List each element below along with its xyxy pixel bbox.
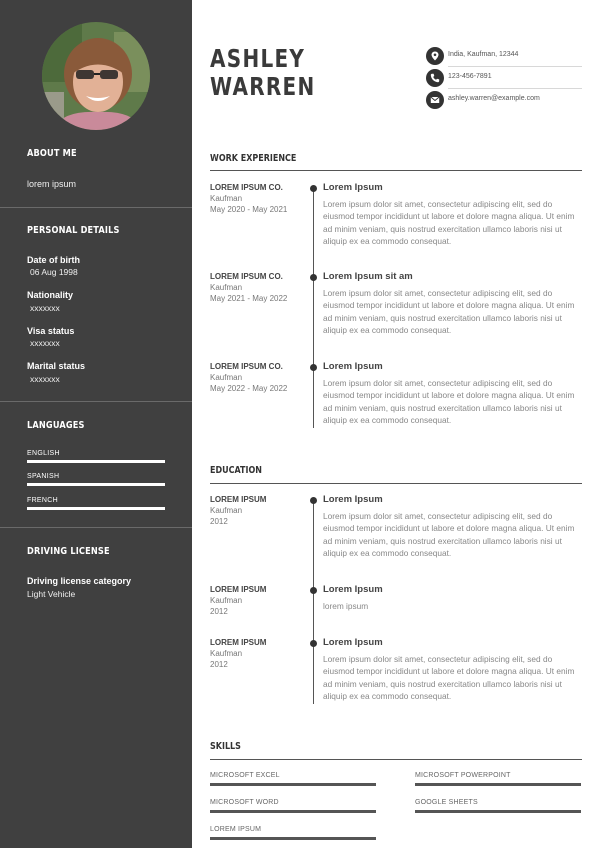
language-level-bar	[27, 483, 165, 486]
work-date: May 2020 - May 2021	[210, 205, 288, 214]
education-org: LOREM IPSUM	[210, 638, 267, 647]
timeline-dot	[310, 587, 317, 594]
section-divider	[210, 170, 582, 171]
work-entry-meta	[210, 362, 310, 393]
work-entry-meta	[210, 272, 310, 303]
skill-level-bar	[415, 783, 581, 786]
sidebar	[0, 0, 192, 848]
location-pin-icon	[426, 47, 444, 65]
timeline-dot	[310, 364, 317, 371]
education-entry-body	[323, 584, 583, 612]
sidebar-divider	[0, 207, 192, 208]
skill-level-fill	[210, 837, 376, 840]
work-place: Kaufman	[210, 194, 243, 203]
section-divider	[210, 759, 582, 760]
education-entry-meta	[210, 585, 310, 616]
education-date: 2012	[210, 517, 228, 526]
driving-license-value: Light Vehicle	[27, 589, 76, 599]
work-timeline	[313, 188, 314, 428]
education-date: 2012	[210, 660, 228, 669]
work-entry-meta	[210, 183, 310, 214]
skills-title: SKILLS	[210, 741, 241, 752]
work-desc: Lorem ipsum dolor sit amet, consectetur adipiscing elit, sed do eiusmod tempor incididunt ut labore et dolore magna aliqua. Ut enim ad minim veniam, quis nostrud exercitation ullamco laboris nisi ut aliquip ex ea commodo consequat.	[323, 199, 575, 247]
timeline-dot	[310, 497, 317, 504]
skill-level-bar	[210, 837, 376, 840]
last-name: WARREN	[210, 72, 316, 101]
work-title: Lorem Ipsum sit am	[323, 271, 413, 282]
education-place: Kaufman	[210, 649, 243, 658]
work-date: May 2021 - May 2022	[210, 294, 288, 303]
email-icon	[426, 91, 444, 109]
skill-level-bar	[210, 783, 376, 786]
work-experience-title: WORK EXPERIENCE	[210, 153, 297, 164]
skill-name: MICROSOFT EXCEL	[210, 772, 280, 779]
marital-value: xxxxxxx	[30, 374, 60, 384]
education-entry-meta	[210, 638, 310, 669]
dob-value: 06 Aug 1998	[30, 267, 78, 277]
visa-label: Visa status	[27, 326, 75, 336]
education-title-text: Lorem Ipsum	[323, 494, 383, 505]
profile-photo	[42, 22, 150, 130]
work-title: Lorem Ipsum	[323, 361, 383, 372]
language-level-fill	[27, 507, 165, 510]
work-place: Kaufman	[210, 283, 243, 292]
skill-name: MICROSOFT POWERPOINT	[415, 772, 511, 779]
personal-details-title: PERSONAL DETAILS	[27, 225, 120, 236]
education-entry-body	[323, 494, 583, 560]
timeline-dot	[310, 640, 317, 647]
contact-phone-text: 123-456-7891	[448, 73, 492, 80]
sidebar-divider	[0, 401, 192, 402]
first-name: ASHLEY	[210, 44, 306, 73]
skill-level-fill	[210, 810, 376, 813]
work-org: LOREM IPSUM CO.	[210, 183, 283, 192]
skill-level-bar	[415, 810, 581, 813]
about-text: lorem ipsum	[27, 179, 77, 189]
work-org: LOREM IPSUM CO.	[210, 362, 283, 371]
skill-name: MICROSOFT WORD	[210, 799, 279, 806]
section-divider	[210, 483, 582, 484]
skill-name: LOREM IPSUM	[210, 826, 262, 833]
skill-level-fill	[415, 810, 581, 813]
language-level-bar	[27, 507, 165, 510]
education-title-text: Lorem Ipsum	[323, 637, 383, 648]
education-place: Kaufman	[210, 506, 243, 515]
timeline-dot	[310, 274, 317, 281]
skill-level-fill	[415, 783, 581, 786]
contact-location-text: India, Kaufman, 12344	[448, 51, 519, 58]
skill-level-fill	[210, 783, 376, 786]
phone-icon	[426, 69, 444, 87]
contact-email-text: ashley.warren@example.com	[448, 95, 540, 102]
sidebar-divider	[0, 527, 192, 528]
education-entry-meta	[210, 495, 310, 526]
work-desc: Lorem ipsum dolor sit amet, consectetur adipiscing elit, sed do eiusmod tempor incididunt ut labore et dolore magna aliqua. Ut enim ad minim veniam, quis nostrud exercitation ullamco laboris nisi ut aliquip ex ea commodo consequat.	[323, 378, 575, 426]
language-level-bar	[27, 460, 165, 463]
language-level-fill	[27, 483, 165, 486]
education-timeline	[313, 500, 314, 704]
education-org: LOREM IPSUM	[210, 585, 267, 594]
timeline-dot	[310, 185, 317, 192]
languages-title: LANGUAGES	[27, 420, 85, 431]
work-entry-body	[323, 182, 583, 248]
language-name: SPANISH	[27, 473, 60, 480]
work-date: May 2022 - May 2022	[210, 384, 288, 393]
marital-label: Marital status	[27, 361, 86, 371]
education-org: LOREM IPSUM	[210, 495, 267, 504]
nationality-label: Nationality	[27, 290, 74, 300]
education-date: 2012	[210, 607, 228, 616]
skill-name: GOOGLE SHEETS	[415, 799, 478, 806]
language-level-fill	[27, 460, 165, 463]
language-name: FRENCH	[27, 497, 58, 504]
contact-email	[426, 89, 582, 111]
work-desc: Lorem ipsum dolor sit amet, consectetur adipiscing elit, sed do eiusmod tempor incididunt ut labore et dolore magna aliqua. Ut enim ad minim veniam, quis nostrud exercitation ullamco laboris nisi ut aliquip ex ea commodo consequat.	[323, 288, 575, 336]
education-desc: lorem ipsum	[323, 601, 369, 611]
driving-license-title: DRIVING LICENSE	[27, 546, 110, 557]
education-title-text: Lorem Ipsum	[323, 584, 383, 595]
education-title: EDUCATION	[210, 465, 262, 476]
work-place: Kaufman	[210, 373, 243, 382]
nationality-value: xxxxxxx	[30, 303, 60, 313]
about-title: ABOUT ME	[27, 148, 77, 159]
visa-value: xxxxxxx	[30, 338, 60, 348]
driving-license-label: Driving license category	[27, 576, 132, 586]
work-entry-body	[323, 271, 583, 337]
contact-phone	[426, 67, 582, 89]
education-desc: Lorem ipsum dolor sit amet, consectetur adipiscing elit, sed do eiusmod tempor incididunt ut labore et dolore magna aliqua. Ut enim ad minim veniam, quis nostrud exercitation ullamco laboris nisi ut aliquip ex ea commodo consequat.	[323, 654, 575, 702]
education-place: Kaufman	[210, 596, 243, 605]
education-entry-body	[323, 637, 583, 703]
dob-label: Date of birth	[27, 255, 80, 265]
skill-level-bar	[210, 810, 376, 813]
work-entry-body	[323, 361, 583, 427]
work-title: Lorem Ipsum	[323, 182, 383, 193]
education-desc: Lorem ipsum dolor sit amet, consectetur adipiscing elit, sed do eiusmod tempor incididunt ut labore et dolore magna aliqua. Ut enim ad minim veniam, quis nostrud exercitation ullamco laboris nisi ut aliquip ex ea commodo consequat.	[323, 511, 575, 559]
work-org: LOREM IPSUM CO.	[210, 272, 283, 281]
contact-location	[426, 45, 582, 67]
language-name: ENGLISH	[27, 450, 60, 457]
